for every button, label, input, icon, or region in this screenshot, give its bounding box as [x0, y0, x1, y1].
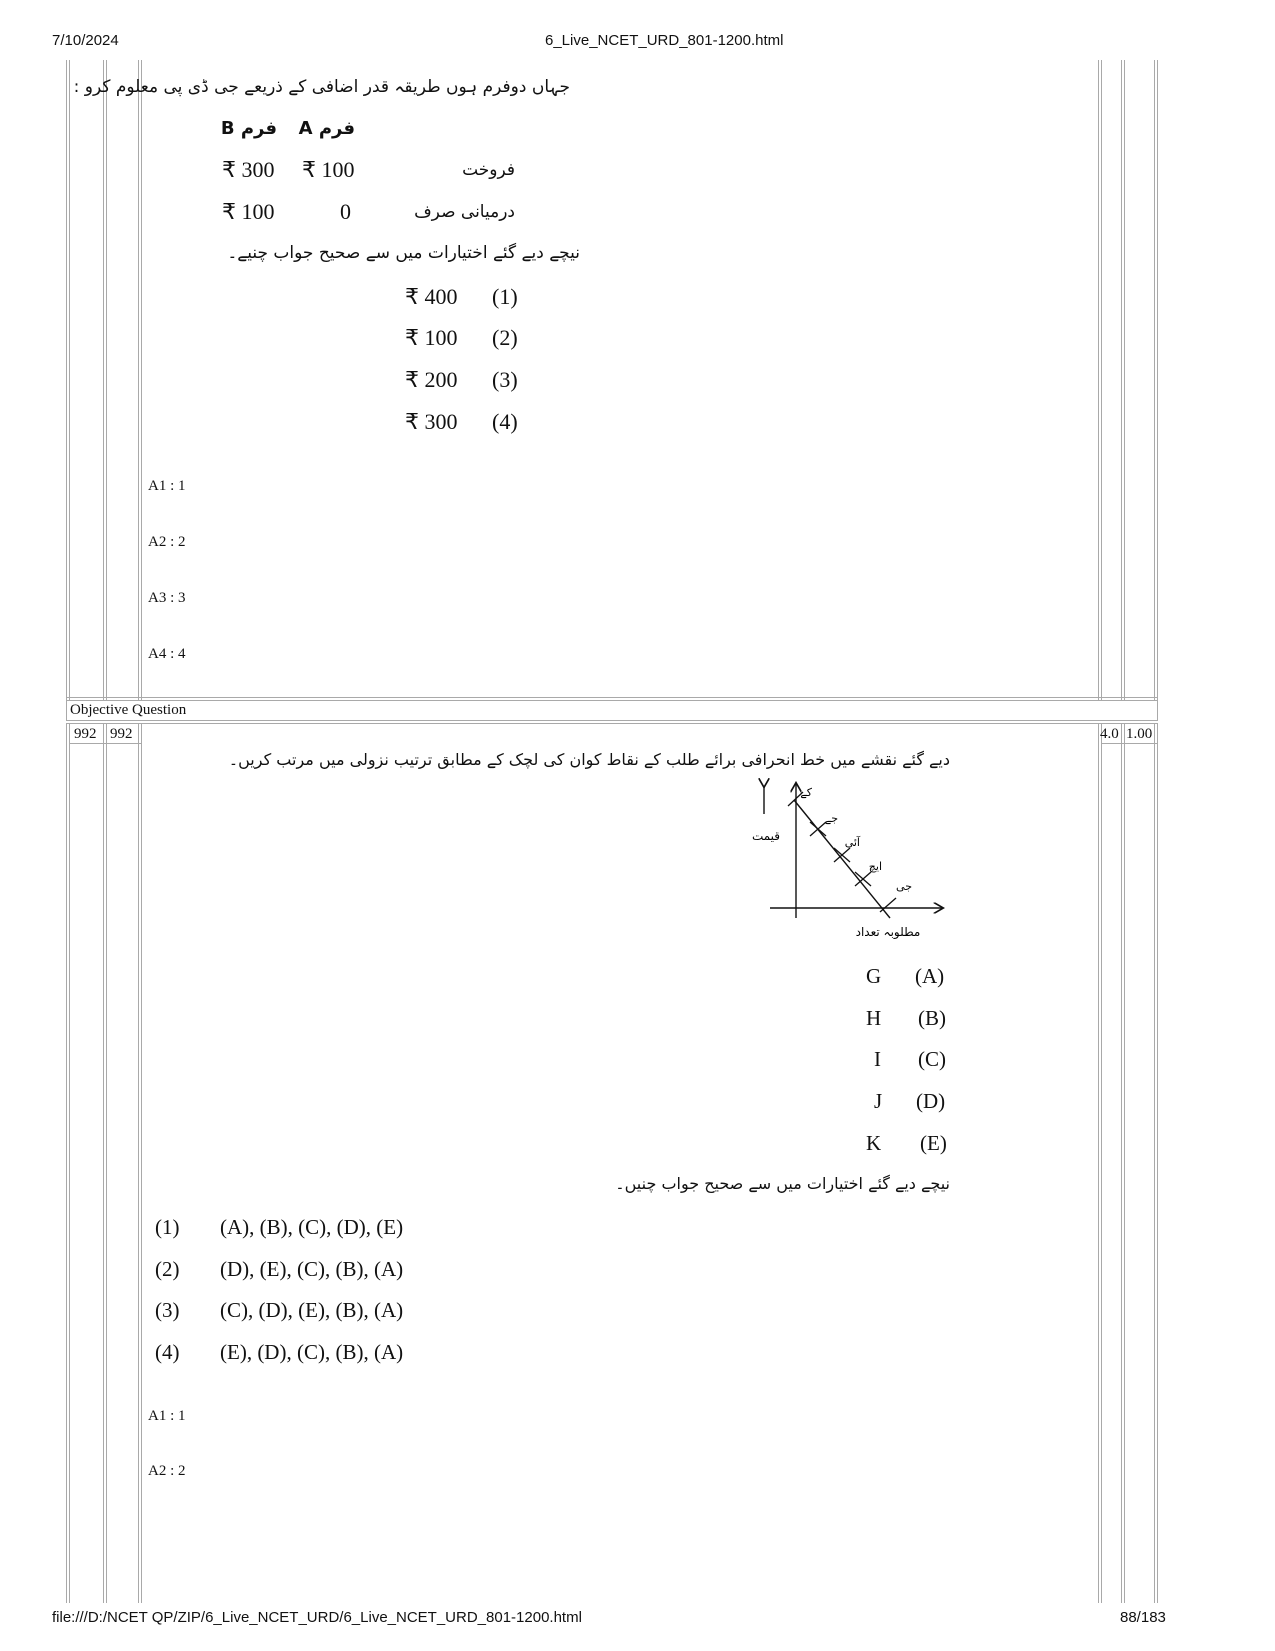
q2-match-e-code: (E) — [920, 1131, 947, 1155]
q2-serial: 992 — [74, 726, 97, 742]
print-title: 6_Live_NCET_URD_801-1200.html — [545, 32, 784, 49]
q2-match-c-letter: I — [874, 1047, 881, 1071]
q2-instruction: نیچے دیے گئے اختیارات میں سے صحیح جواب چنیں۔ — [615, 1174, 950, 1193]
q2-match-b-code: (B) — [918, 1006, 946, 1030]
q2-option-4-value: (E), (D), (C), (B), (A) — [220, 1340, 404, 1364]
q1-instruction: نیچے دیے گئے اختیارات میں سے صحیح جواب چنیے۔ — [227, 243, 580, 263]
q1-answer-2: A2 : 2 — [148, 534, 186, 550]
q1-row1-b: ₹ 300 — [222, 157, 275, 182]
q1-answer-4: A4 : 4 — [148, 646, 186, 662]
q1-option-3-num: (3) — [492, 367, 518, 392]
q1-option-1-value: ₹ 400 — [405, 284, 458, 309]
print-path: file:///D:/NCET QP/ZIP/6_Live_NCET_URD/6_Live_NCET_URD_801-1200.html — [52, 1609, 582, 1626]
q1-row2-a: 0 — [340, 199, 351, 224]
demand-line — [794, 800, 890, 918]
q2-match-b-letter: H — [866, 1006, 882, 1030]
print-date: 7/10/2024 — [52, 32, 119, 49]
q2-stem: دیے گئے نقشے میں خط انحرافی برائے طلب کے نقاط کوان کی لچک کے مطابق ترتیب نزولی میں مرتب کریں۔ — [228, 750, 950, 769]
q1-stem: جہاں دوفرم ہوں طریقہ قدر اضافی کے ذریعے جی ڈی پی معلوم کرو : — [73, 77, 570, 97]
q2-match-a-code: (A) — [915, 964, 945, 988]
q2-marks: 4.0 — [1100, 726, 1119, 742]
label-g: جی — [896, 880, 912, 893]
page-number: 88/183 — [1120, 1609, 1166, 1626]
q2-option-2-value: (D), (E), (C), (B), (A) — [220, 1257, 404, 1281]
q2-qid: 992 — [110, 726, 133, 742]
q2-option-1-value: (A), (B), (C), (D), (E) — [220, 1215, 404, 1239]
q2-option-2-num: (2) — [155, 1257, 180, 1281]
q2-negative: 1.00 — [1126, 726, 1153, 742]
q1-option-2-value: ₹ 100 — [405, 325, 458, 350]
x-axis-label: مطلوبہ تعداد — [855, 925, 921, 939]
q2-answer-2: A2 : 2 — [148, 1463, 186, 1479]
q2-match-c-code: (C) — [918, 1047, 946, 1071]
section-label: Objective Question — [70, 702, 187, 718]
q1-option-4-value: ₹ 300 — [405, 409, 458, 434]
q2-answer-1: A1 : 1 — [148, 1408, 186, 1424]
q1-row2-b: ₹ 100 — [222, 199, 275, 224]
q1-answer-3: A3 : 3 — [148, 590, 186, 606]
q2-option-1-num: (1) — [155, 1215, 180, 1239]
q1-option-4-num: (4) — [492, 409, 518, 434]
y-axis-label: قیمت — [751, 829, 781, 843]
q2-match-d-code: (D) — [916, 1089, 946, 1113]
q1-option-1-num: (1) — [492, 284, 518, 309]
q2-match-e-letter: K — [866, 1131, 882, 1155]
demand-curve-diagram — [730, 778, 960, 948]
q1-col-b: فرم B — [220, 118, 277, 139]
q1-row1-label: فروخت — [462, 160, 515, 180]
label-i: آئی — [844, 836, 860, 849]
q2-option-3-num: (3) — [155, 1298, 180, 1322]
label-k: کے — [800, 786, 812, 799]
q2-option-3-value: (C), (D), (E), (B), (A) — [220, 1298, 404, 1322]
q2-option-4-num: (4) — [155, 1340, 180, 1364]
label-h: ایچ — [868, 860, 882, 873]
q1-option-3-value: ₹ 200 — [405, 367, 458, 392]
q1-answer-1: A1 : 1 — [148, 478, 186, 494]
q1-row2-label: درمیانی صرف — [414, 202, 515, 222]
q1-row1-a: ₹ 100 — [302, 157, 355, 182]
point-j — [810, 822, 826, 836]
q2-match-a-letter: G — [866, 964, 882, 988]
q2-match-d-letter: J — [874, 1089, 883, 1113]
q1-col-a: فرم A — [298, 118, 355, 139]
point-g — [880, 898, 896, 912]
label-j: جے — [824, 812, 838, 825]
q1-option-2-num: (2) — [492, 325, 518, 350]
